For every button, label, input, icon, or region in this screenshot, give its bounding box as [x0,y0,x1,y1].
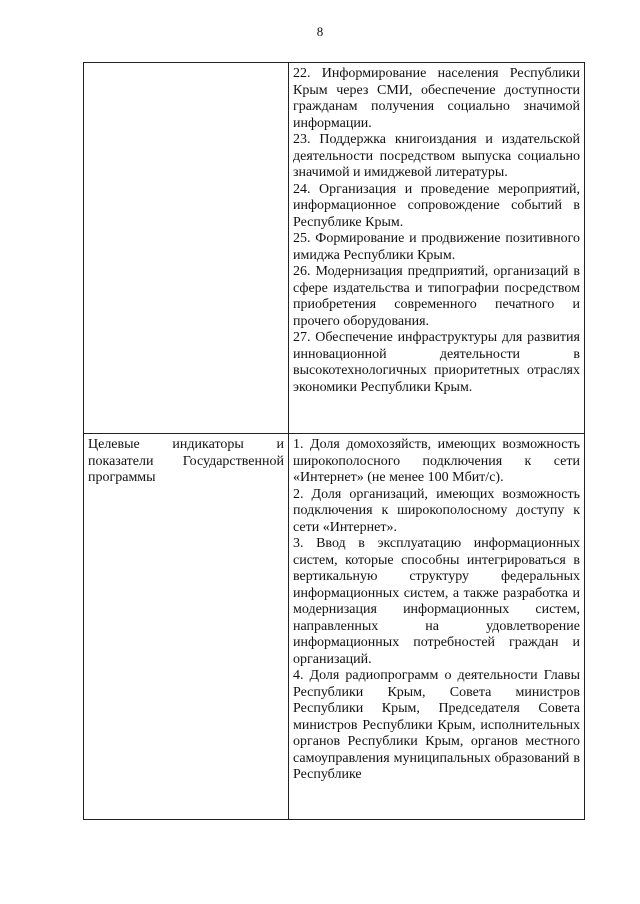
row-label: Целевые индикаторы и показатели Государственной программы [88,437,284,485]
row-content-cell [289,63,585,434]
list-item: 22. Информирование населения Республики Крым через СМИ, обеспечение доступности гражданам получения социально значимой информации. [293,66,580,131]
list-item: 1. Доля домохозяйств, имеющих возможность широкополосного подключения к сети «Интернет» (не менее 100 Мбит/с). [293,437,580,485]
list-item: 23. Поддержка книгоиздания и издательской деятельности посредством выпуска социально значимой и имиджевой литературы. [293,132,580,180]
list-item: 25. Формирование и продвижение позитивного имиджа Республики Крым. [293,231,580,263]
program-passport-table [83,62,585,820]
page-number: 8 [316,24,324,39]
list-item: 27. Обеспечение инфраструктуры для развития инновационной деятельности в высокотехнологичных приоритетных отраслях экономики Республики Крым. [293,330,580,395]
table-row [84,63,585,434]
list-item: 3. Ввод в эксплуатацию информационных систем, которые способны интегрироваться в вертикальную структуру федеральных информационных систем, а также разработка и модернизация информационных систем, направленных на удовлетворение информационных потребностей граждан и организаций. [293,536,580,667]
list-item: 2. Доля организаций, имеющих возможность подключения к широкополосному доступу к сети «Интернет». [293,486,580,535]
list-item: 26. Модернизация предприятий, организаций в сфере издательства и типографии посредством приобретения современного печатного и прочего оборудования. [293,264,580,329]
row-label-cell [84,434,289,820]
list-item: 4. Доля радиопрограмм о деятельности Главы Республики Крым, Совета министров Республики Крым, Председателя Совета министров Республики Крым, исполнительных органов Республики Крым, органов местного самоуправления муниципальных образований в Республике [293,668,580,782]
row-content-cell [289,434,585,820]
table-row [84,434,585,820]
list-item: 24. Организация и проведение мероприятий, информационное сопровождение событий в Республике Крым. [293,181,580,230]
row-label-cell [84,63,289,434]
